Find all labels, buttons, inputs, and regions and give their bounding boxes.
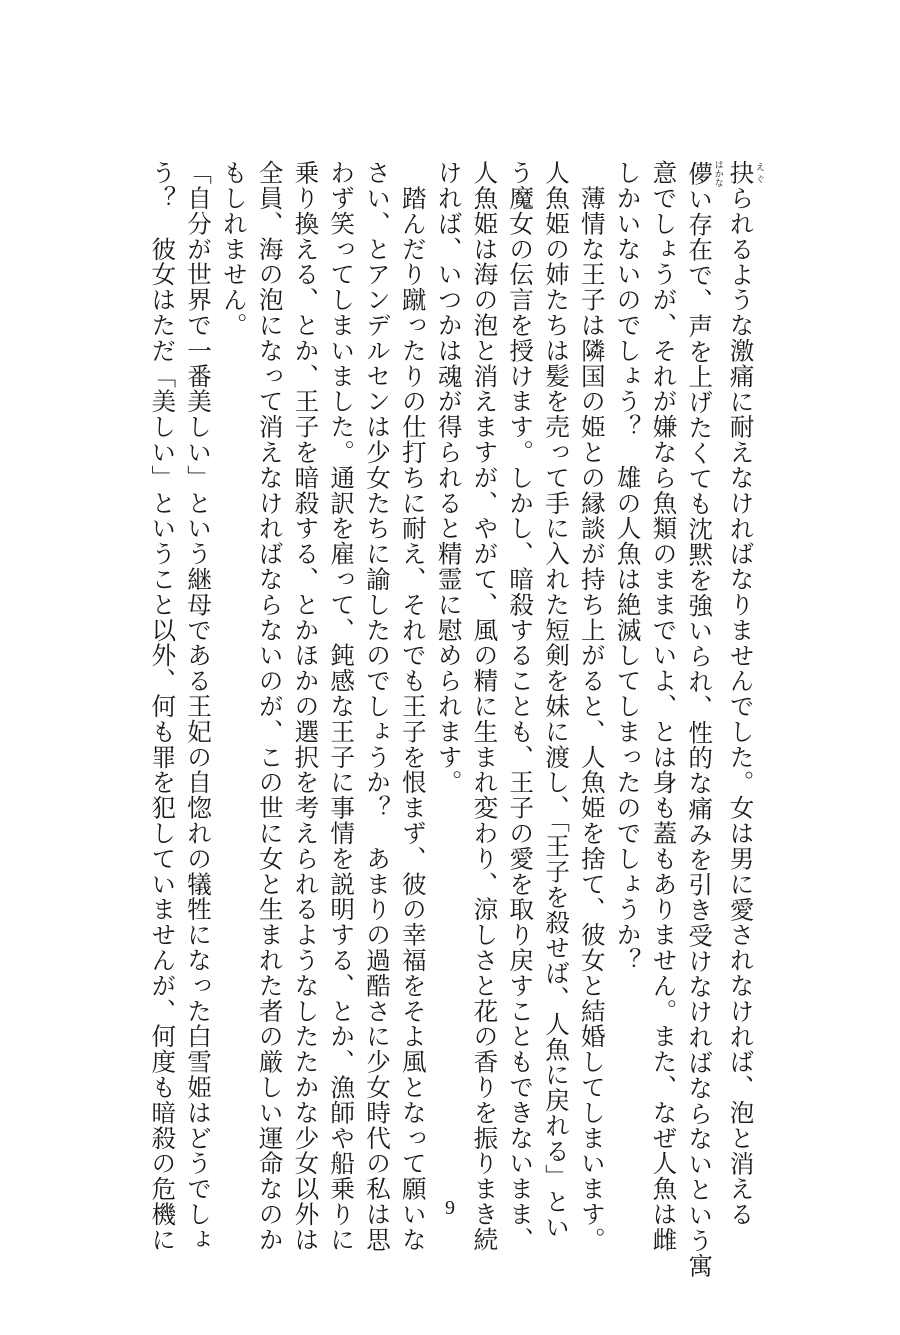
ruby-word: 儚はかな — [685, 160, 723, 187]
text-line-2: 儚はかない存在で、声を上げたくても沈黙を強いられ、性的な痛みを引き受けなければならないという寓 — [685, 160, 723, 1279]
text-line-3: 意でしょうが、それが嫌なら魚類のままでいよ、とは身も蓋もありません。また、なぜ人魚は雌 — [649, 160, 679, 1253]
text-line-9: ければ、いつかは魂が得られると精霊に慰められます。 — [434, 160, 464, 795]
text-line-12: わず笑ってしまいました。通訳を雇って、鈍感な王子に事情を説明する、とか、漁師や船乗りに — [327, 160, 357, 1253]
text-line-14: 全員、海の泡になって消えなければならないのが、この世に女と生まれた者の厳しい運命なのか — [255, 160, 285, 1253]
text-line-15: もしれません。 — [219, 160, 249, 338]
text-line-7: う魔女の伝言を授けます。しかし、暗殺することも、王子の愛を取り戻すこともできないまま、 — [506, 160, 536, 1253]
text-line-8: 人魚姫は海の泡と消えますが、やがて、風の精に生まれ変わり、涼しさと花の香りを振りまき続 — [470, 160, 500, 1253]
page-number: 9 — [445, 1197, 455, 1219]
text-line-13: 乗り換える、とか、王子を暗殺する、とかほかの選択を考えられるようなしたたかな少女以外は — [291, 160, 321, 1253]
text-line-10: 踏んだり蹴ったりの仕打ちに耐え、それでも王子を恨まず、彼の幸福をそよ風となって願いな — [398, 160, 428, 1253]
text-line-11: さい、とアンデルセンは少女たちに諭したのでしょうか？ あまりの過酷さに少女時代の私は思 — [363, 160, 393, 1253]
ruby-reading: えぐ — [754, 160, 764, 186]
ruby-reading: はかな — [712, 160, 723, 187]
text-line-4: しかいないのでしょう？ 雄の人魚は絶滅してしまったのでしょうか？ — [613, 160, 643, 973]
ruby-word: 抉えぐ — [726, 160, 764, 186]
text-line-5: 薄情な王子は隣国の姫との縁談が持ち上がると、人魚姫を捨て、彼女と結婚してしまいます。 — [577, 160, 607, 1253]
text-line-16: 「自分が世界で一番美しい」という継母である王妃の自惚れの犠牲になった白雪姫はどうでしょ — [184, 160, 214, 1253]
text-line-1: 抉えぐられるような激痛に耐えなければなりませんでした。女は男に愛されなければ、泡と消える — [726, 160, 764, 1227]
vertical-text-body — [124, 160, 764, 1279]
text-line-6: 人魚姫の姉たちは髪を売って手に入れた短剣を妹に渡し、「王子を殺せば、人魚に戻れる」とい — [542, 160, 572, 1240]
text-line-17: う？ 彼女はただ「美しい」ということ以外、何も罪を犯していませんが、何度も暗殺の危機に — [148, 160, 178, 1253]
